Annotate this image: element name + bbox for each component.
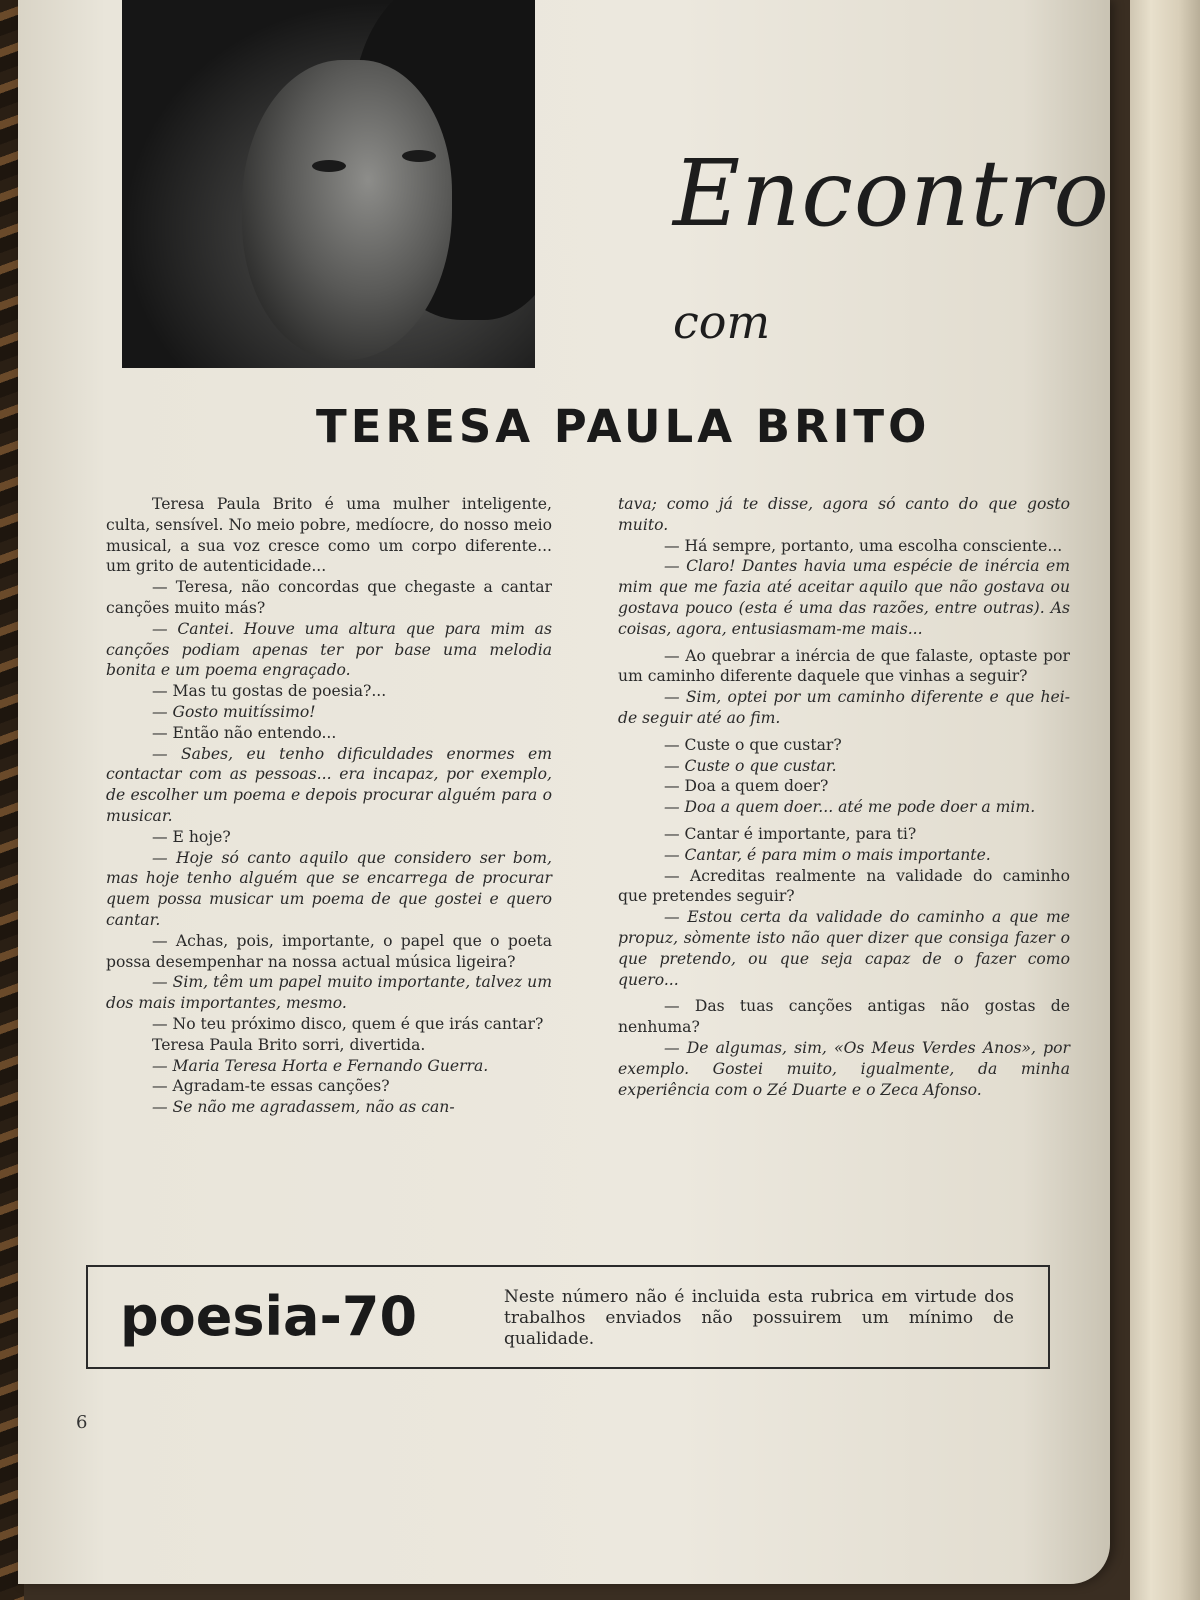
photo-eye <box>312 160 346 172</box>
paragraph: — No teu próximo disco, quem é que irás cantar? <box>152 1014 544 1033</box>
photo-face <box>242 60 452 360</box>
paragraph: — Agradam-te essas canções? <box>152 1077 390 1096</box>
paragraph: — Doa a quem doer... até me pode doer a mim. <box>664 798 1036 817</box>
paragraph: Teresa Paula Brito é uma mulher inteligente, culta, sensível. No meio pobre, medíocre, do nosso meio musical, a sua voz cresce como um corpo diferente... um grito de autenticidade... <box>106 495 552 576</box>
page-number: 6 <box>76 1412 88 1433</box>
paragraph: — Custe o que custar? <box>664 735 842 754</box>
paragraph: tava; como já te disse, agora só canto do que gosto muito. <box>618 495 1070 534</box>
rubric-box <box>86 1265 1050 1369</box>
paragraph: — Achas, pois, importante, o papel que o poeta possa desempenhar na nossa actual música ligeira? <box>106 931 552 971</box>
paragraph: — Se não me agradassem, não as can- <box>152 1098 455 1117</box>
paragraph: — Mas tu gostas de poesia?... <box>152 682 387 701</box>
paragraph: — Sim, optei por um caminho diferente e que hei-de seguir até ao fim. <box>618 688 1070 727</box>
paragraph: — Cantar, é para mim o mais importante. <box>664 845 991 864</box>
paragraph: — Maria Teresa Horta e Fernando Guerra. <box>152 1056 489 1075</box>
portrait-photo <box>122 0 535 368</box>
article-right-column <box>618 494 1070 1100</box>
next-page-edge <box>1130 0 1200 1600</box>
rubric-title: poesia-70 <box>120 1285 418 1348</box>
paragraph: — Então não entendo... <box>152 723 337 742</box>
paragraph: — Hoje só canto aquilo que considero ser bom, mas hoje tenho alguém que se encarrega de procurar quem possa musicar um poema de que gostei e quero cantar. <box>106 848 552 929</box>
photo-eye <box>402 150 436 162</box>
paragraph: — Custe o que custar. <box>664 756 837 775</box>
paragraph: — Doa a quem doer? <box>664 777 829 796</box>
paragraph: — Cantei. Houve uma altura que para mim as canções podiam apenas ter por base uma melodia bonita e um poema engraçado. <box>106 619 552 680</box>
paragraph: — Ao quebrar a inércia de que falaste, optaste por um caminho diferente daquele que vinhas a seguir? <box>618 646 1070 686</box>
article-name-heading: TERESA PAULA BRITO <box>316 400 931 453</box>
paragraph: — Teresa, não concordas que chegaste a cantar canções muito más? <box>106 578 552 617</box>
paragraph: — E hoje? <box>152 827 231 846</box>
paragraph: — De algumas, sim, «Os Meus Verdes Anos», por exemplo. Gostei muito, igualmente, da minha experiência com o Zé Duarte e o Zeca Afonso. <box>618 1038 1070 1099</box>
paragraph: — Estou certa da validade do caminho a que me propuz, sòmente isto não quer dizer que consiga fazer o que pretendo, ou que seja capaz de o fazer como quero... <box>618 908 1070 989</box>
paragraph: — Sim, têm um papel muito importante, talvez um dos mais importantes, mesmo. <box>106 973 552 1013</box>
paragraph: — Gosto muitíssimo! <box>152 702 316 721</box>
article-title-line1: Encontro <box>673 140 1110 247</box>
paragraph: — Das tuas canções antigas não gostas de nenhuma? <box>618 997 1070 1037</box>
magazine-page <box>18 0 1110 1584</box>
article-left-column <box>106 494 552 1118</box>
rubric-text: Neste número não é incluida esta rubrica em virtude dos trabalhos enviados não possuirem um mínimo de qualidade. <box>504 1287 1014 1349</box>
paragraph: — Há sempre, portanto, uma escolha consciente... <box>664 536 1063 555</box>
paragraph: — Cantar é importante, para ti? <box>664 824 917 843</box>
paragraph: — Claro! Dantes havia uma espécie de inércia em mim que me fazia até aceitar aquilo que não gostava ou gostava pouco (esta é uma das razões, entre outras). As coisas, agora, entusiasmam-me mais... <box>618 557 1070 638</box>
paragraph: — Sabes, eu tenho dificuldades enormes em contactar com as pessoas... era incapaz, por exemplo, de escolher um poema e depois procurar alguém para o musicar. <box>106 744 552 825</box>
paragraph: Teresa Paula Brito sorri, divertida. <box>152 1035 426 1054</box>
article-title-line2: com <box>673 295 771 349</box>
paragraph: — Acreditas realmente na validade do caminho que pretendes seguir? <box>618 866 1070 906</box>
